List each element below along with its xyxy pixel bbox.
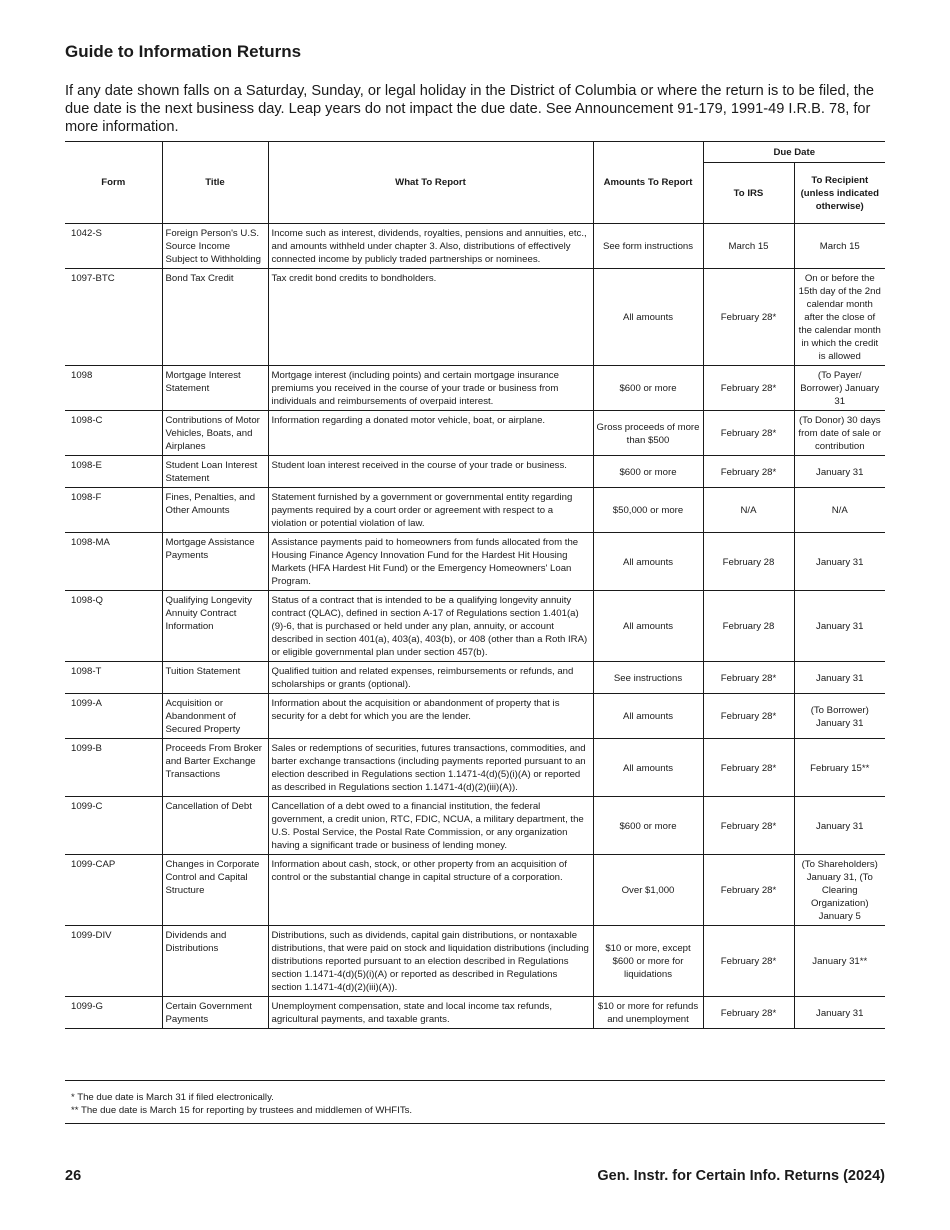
table-row (65, 855, 885, 926)
due-to-recipient-cell: (To Payer/ Borrower) January 31 (794, 366, 885, 411)
table-row (65, 662, 885, 694)
form-title-cell: Mortgage Assistance Payments (162, 533, 268, 591)
page-number: 26 (65, 1168, 82, 1184)
what-to-report-cell: Information about cash, stock, or other property from an acquisition of control or the substantial change in capital structure of a corporation. (268, 855, 593, 926)
amounts-to-report-cell: See form instructions (593, 224, 703, 269)
form-title-cell: Foreign Person's U.S. Source Income Subject to Withholding (162, 224, 268, 269)
form-code-cell: 1099-G (65, 997, 162, 1029)
header-to-irs: To IRS (703, 163, 794, 224)
table-row (65, 694, 885, 739)
table-row (65, 224, 885, 269)
what-to-report-cell: Statement furnished by a government or governmental entity regarding payments required by a court order or agreement with respect to a violation or potential violation of law. (268, 488, 593, 533)
running-title: Gen. Instr. for Certain Info. Returns (2024) (597, 1168, 885, 1184)
amounts-to-report-cell: All amounts (593, 739, 703, 797)
what-to-report-cell: Income such as interest, dividends, royalties, pensions and annuities, etc., and amounts withheld under chapter 3. Also, distributions of effectively connected income by publicly traded partnerships or nominees. (268, 224, 593, 269)
form-title-cell: Fines, Penalties, and Other Amounts (162, 488, 268, 533)
what-to-report-cell: Mortgage interest (including points) and certain mortgage insurance premiums you received in the course of your trade or business from individuals and reimbursements of overpaid interest. (268, 366, 593, 411)
form-title-cell: Proceeds From Broker and Barter Exchange Transactions (162, 739, 268, 797)
due-to-irs-cell: February 28* (703, 739, 794, 797)
table-row (65, 739, 885, 797)
due-to-irs-cell: February 28* (703, 855, 794, 926)
form-title-cell: Contributions of Motor Vehicles, Boats, and Airplanes (162, 411, 268, 456)
header-title: Title (162, 142, 268, 224)
amounts-to-report-cell: All amounts (593, 591, 703, 662)
due-to-recipient-cell: January 31 (794, 997, 885, 1029)
due-to-recipient-cell: January 31 (794, 533, 885, 591)
header-form: Form (65, 142, 162, 224)
what-to-report-cell: Student loan interest received in the course of your trade or business. (268, 456, 593, 488)
due-to-irs-cell: February 28* (703, 411, 794, 456)
header-to-recipient: To Recipient (unless indicated otherwise) (794, 163, 885, 224)
what-to-report-cell: Unemployment compensation, state and local income tax refunds, agricultural payments, and taxable grants. (268, 997, 593, 1029)
footnote-divider (65, 1080, 885, 1081)
due-to-irs-cell: February 28 (703, 533, 794, 591)
header-due-date: Due Date (703, 142, 885, 163)
what-to-report-cell: Distributions, such as dividends, capital gain distributions, or nontaxable distributions, that were paid on stock and liquidation distributions (including distributions reported pursuant to an election described in Regulations section 1.1471-4(d)(5)(i)(A) or reported as described in Regulations section 1.1471-4(d)(2)(iii)(A)). (268, 926, 593, 997)
form-title-cell: Dividends and Distributions (162, 926, 268, 997)
page-title: Guide to Information Returns (65, 42, 302, 61)
due-to-recipient-cell: January 31 (794, 591, 885, 662)
due-to-recipient-cell: N/A (794, 488, 885, 533)
form-title-cell: Student Loan Interest Statement (162, 456, 268, 488)
what-to-report-cell: Information regarding a donated motor vehicle, boat, or airplane. (268, 411, 593, 456)
form-title-cell: Mortgage Interest Statement (162, 366, 268, 411)
due-to-recipient-cell: January 31 (794, 797, 885, 855)
amounts-to-report-cell: All amounts (593, 269, 703, 366)
form-title-cell: Cancellation of Debt (162, 797, 268, 855)
form-code-cell: 1098-T (65, 662, 162, 694)
due-to-irs-cell: February 28 (703, 591, 794, 662)
what-to-report-cell: Qualified tuition and related expenses, reimbursements or refunds, and scholarships or grants (optional). (268, 662, 593, 694)
amounts-to-report-cell: Gross proceeds of more than $500 (593, 411, 703, 456)
table-row (65, 366, 885, 411)
what-to-report-cell: Assistance payments paid to homeowners from funds allocated from the Housing Finance Agency Innovation Fund for the Hardest Hit Housing Markets (HFA Hardest Hit Fund) or the Emergency Homeowners' Loan Program. (268, 533, 593, 591)
footnote: ** The due date is March 15 for reporting by trustees and middlemen of WHFITs. (71, 1105, 413, 1116)
amounts-to-report-cell: See instructions (593, 662, 703, 694)
due-to-recipient-cell: March 15 (794, 224, 885, 269)
amounts-to-report-cell: $600 or more (593, 456, 703, 488)
what-to-report-cell: Cancellation of a debt owed to a financial institution, the federal government, a credit union, RTC, FDIC, NCUA, a military department, the U.S. Postal Service, the Postal Rate Commission, or any organization having a significant trade or business of lending money. (268, 797, 593, 855)
amounts-to-report-cell: $50,000 or more (593, 488, 703, 533)
table-row (65, 926, 885, 997)
header-amounts-to-report: Amounts To Report (593, 142, 703, 224)
amounts-to-report-cell: All amounts (593, 533, 703, 591)
what-to-report-cell: Status of a contract that is intended to be a qualifying longevity annuity contract (QLAC), defined in section A-17 of Regulations section 1.401(a)(9)-6, that is purchased or held under any plan, annuity, or account described in section 401(a), 403(a), 403(b), or 408 (other than a Roth IRA) or eligible governmental plan under section 457(b). (268, 591, 593, 662)
form-code-cell: 1098-F (65, 488, 162, 533)
form-code-cell: 1098 (65, 366, 162, 411)
due-to-irs-cell: February 28* (703, 269, 794, 366)
due-to-irs-cell: February 28* (703, 797, 794, 855)
amounts-to-report-cell: $600 or more (593, 366, 703, 411)
intro-paragraph: If any date shown falls on a Saturday, Sunday, or legal holiday in the District of Columbia or where the return is to be filed, the due date is the next business day. Leap years do not impact the due date. See Announcement 91-179, 1991-49 I.R.B. 78, for more information. (65, 83, 875, 135)
form-title-cell: Tuition Statement (162, 662, 268, 694)
form-code-cell: 1099-C (65, 797, 162, 855)
due-to-irs-cell: February 28* (703, 997, 794, 1029)
amounts-to-report-cell: All amounts (593, 694, 703, 739)
table-body (65, 224, 885, 1029)
what-to-report-cell: Sales or redemptions of securities, futures transactions, commodities, and barter exchange transactions (including payments reported pursuant to an election described in Regulations section 1.1471-4(d)(5)(i)(A) or reported as described in Regulations section 1.1471-4(d)(2)(iii)(A)). (268, 739, 593, 797)
amounts-to-report-cell: $10 or more, except $600 or more for liquidations (593, 926, 703, 997)
amounts-to-report-cell: $600 or more (593, 797, 703, 855)
form-code-cell: 1097-BTC (65, 269, 162, 366)
form-code-cell: 1099-CAP (65, 855, 162, 926)
form-code-cell: 1099-A (65, 694, 162, 739)
due-to-irs-cell: February 28* (703, 456, 794, 488)
form-code-cell: 1098-MA (65, 533, 162, 591)
due-to-recipient-cell: (To Borrower) January 31 (794, 694, 885, 739)
form-title-cell: Acquisition or Abandonment of Secured Property (162, 694, 268, 739)
due-to-recipient-cell: On or before the 15th day of the 2nd calendar month after the close of the calendar month in which the credit is allowed (794, 269, 885, 366)
due-to-irs-cell: February 28* (703, 366, 794, 411)
form-code-cell: 1099-B (65, 739, 162, 797)
amounts-to-report-cell: $10 or more for refunds and unemployment (593, 997, 703, 1029)
table-row (65, 591, 885, 662)
header-what-to-report: What To Report (268, 142, 593, 224)
form-code-cell: 1098-Q (65, 591, 162, 662)
table-row (65, 411, 885, 456)
due-to-irs-cell: February 28* (703, 694, 794, 739)
due-to-recipient-cell: February 15** (794, 739, 885, 797)
table-row (65, 488, 885, 533)
form-code-cell: 1099-DIV (65, 926, 162, 997)
due-to-recipient-cell: (To Donor) 30 days from date of sale or contribution (794, 411, 885, 456)
form-title-cell: Certain Government Payments (162, 997, 268, 1029)
table-row (65, 997, 885, 1029)
due-to-recipient-cell: January 31 (794, 662, 885, 694)
due-to-recipient-cell: (To Shareholders) January 31, (To Clearing Organization) January 5 (794, 855, 885, 926)
table-row (65, 797, 885, 855)
amounts-to-report-cell: Over $1,000 (593, 855, 703, 926)
due-to-irs-cell: February 28* (703, 926, 794, 997)
footnote: * The due date is March 31 if filed electronically. (71, 1092, 274, 1103)
table-row (65, 456, 885, 488)
due-to-recipient-cell: January 31** (794, 926, 885, 997)
form-code-cell: 1098-E (65, 456, 162, 488)
due-to-recipient-cell: January 31 (794, 456, 885, 488)
footnote-divider (65, 1123, 885, 1124)
form-code-cell: 1042-S (65, 224, 162, 269)
footnotes (71, 1091, 412, 1117)
due-to-irs-cell: N/A (703, 488, 794, 533)
form-code-cell: 1098-C (65, 411, 162, 456)
form-title-cell: Changes in Corporate Control and Capital Structure (162, 855, 268, 926)
form-title-cell: Qualifying Longevity Annuity Contract Information (162, 591, 268, 662)
table-row (65, 533, 885, 591)
information-returns-table (65, 141, 885, 1029)
what-to-report-cell: Tax credit bond credits to bondholders. (268, 269, 593, 366)
due-to-irs-cell: March 15 (703, 224, 794, 269)
table-row (65, 269, 885, 366)
due-to-irs-cell: February 28* (703, 662, 794, 694)
form-title-cell: Bond Tax Credit (162, 269, 268, 366)
what-to-report-cell: Information about the acquisition or abandonment of property that is security for a debt for which you are the lender. (268, 694, 593, 739)
